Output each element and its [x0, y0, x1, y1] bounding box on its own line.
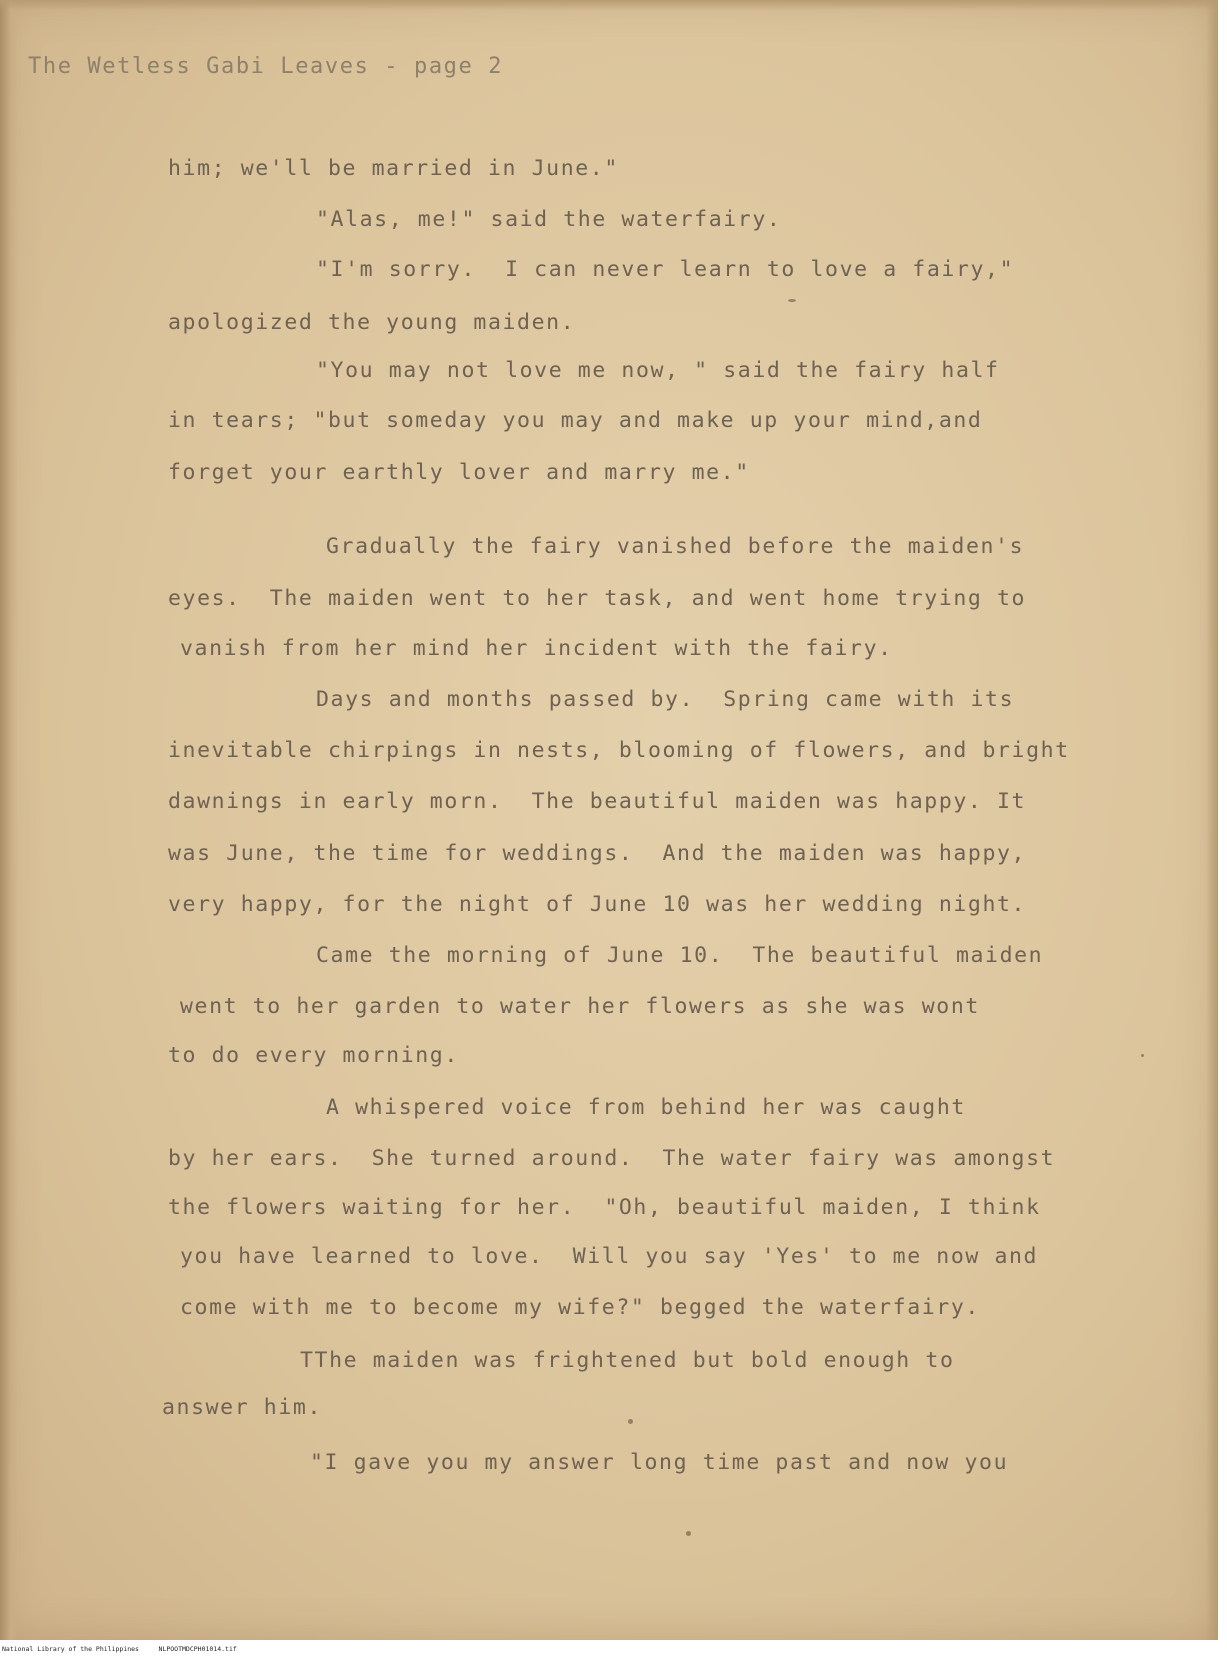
- text-line: was June, the time for weddings. And the maiden was happy,: [168, 841, 1027, 866]
- text-line: Gradually the fairy vanished before the maiden's: [326, 534, 1025, 559]
- ink-speck: [1141, 1054, 1144, 1057]
- text-line: went to her garden to water her flowers as she was wont: [180, 994, 980, 1019]
- text-line: very happy, for the night of June 10 was her wedding night.: [168, 892, 1027, 917]
- text-line: Days and months passed by. Spring came with its: [316, 687, 1015, 712]
- text-line: "I gave you my answer long time past and now you: [310, 1450, 1009, 1475]
- text-line: "Alas, me!" said the waterfairy.: [316, 207, 782, 232]
- scan-footer-text: National Library of the Philippines NLPOOTMDCPH01014.tif: [2, 1645, 237, 1653]
- text-line: eyes. The maiden went to her task, and went home trying to: [168, 586, 1027, 611]
- text-line: dawnings in early morn. The beautiful maiden was happy. It: [168, 789, 1027, 814]
- text-line: "You may not love me now, " said the fairy half: [316, 358, 1000, 383]
- text-line: inevitable chirpings in nests, blooming of flowers, and bright: [168, 738, 1070, 763]
- text-line: him; we'll be married in June.": [168, 156, 619, 181]
- text-line: "I'm sorry. I can never learn to love a fairy,": [316, 257, 1015, 282]
- text-line: you have learned to love. Will you say 'Yes' to me now and: [180, 1244, 1039, 1269]
- text-line: Came the morning of June 10. The beautiful maiden: [316, 943, 1044, 968]
- text-line: come with me to become my wife?" begged the waterfairy.: [180, 1295, 980, 1320]
- text-line: answer him.: [162, 1395, 322, 1420]
- ink-speck: [628, 1419, 633, 1424]
- page-header: The Wetless Gabi Leaves - page 2: [28, 54, 504, 79]
- page-top-edge: [0, 0, 1218, 10]
- ink-speck: [788, 299, 796, 302]
- text-line: in tears; "but someday you may and make up your mind,and: [168, 408, 983, 433]
- text-line: to do every morning.: [168, 1043, 459, 1068]
- text-line: apologized the young maiden.: [168, 310, 576, 335]
- text-line: forget your earthly lover and marry me.": [168, 460, 750, 485]
- text-line: the flowers waiting for her. "Oh, beautiful maiden, I think: [168, 1195, 1041, 1220]
- text-line: by her ears. She turned around. The water fairy was amongst: [168, 1146, 1056, 1171]
- page-binding-edge: [0, 0, 18, 1640]
- ink-speck: [686, 1531, 691, 1536]
- page-right-edge: [1206, 0, 1218, 1640]
- text-line: vanish from her mind her incident with the fairy.: [180, 636, 893, 661]
- text-line: TThe maiden was frightened but bold enough to: [300, 1348, 955, 1373]
- text-line: A whispered voice from behind her was caught: [326, 1095, 966, 1120]
